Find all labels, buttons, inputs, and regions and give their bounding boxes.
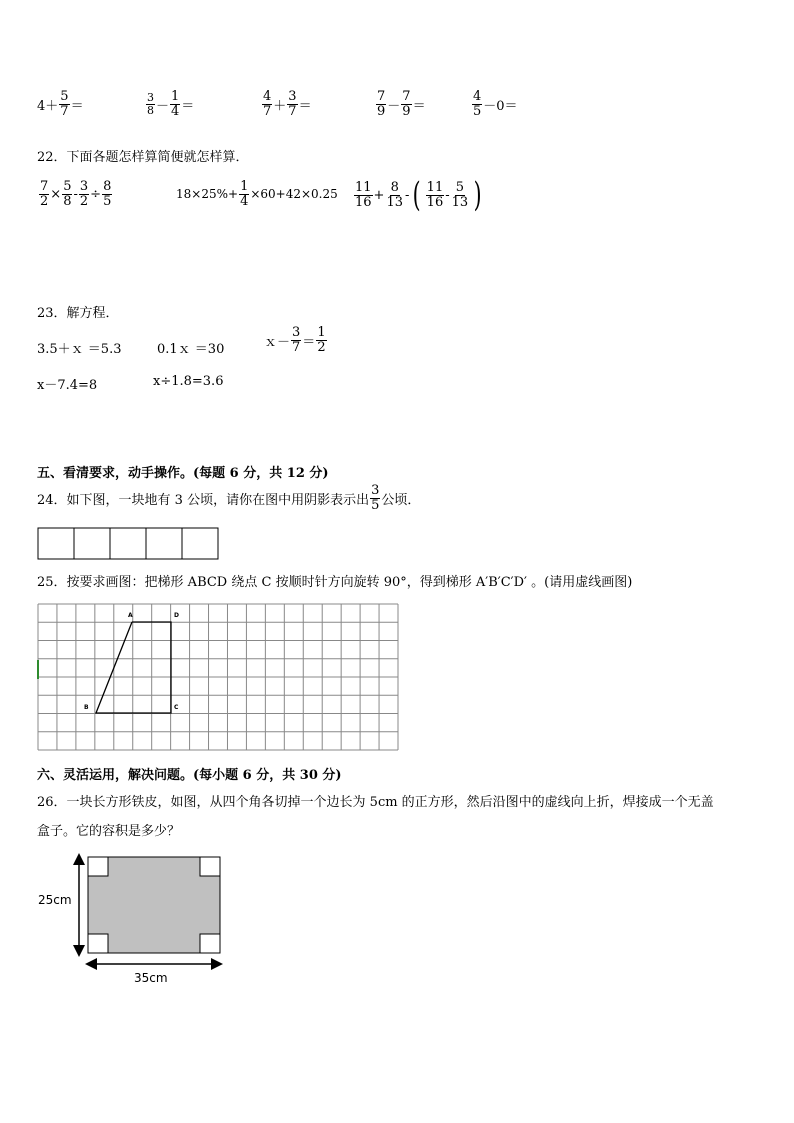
fraction: $\frac{5}{7}$ bbox=[60, 89, 69, 119]
vertex-label-b: B bbox=[84, 704, 89, 711]
grid bbox=[38, 604, 398, 750]
fraction: $\frac{4}{5}$ bbox=[473, 89, 482, 119]
tin-sheet-diagram bbox=[30, 852, 230, 992]
equation-23-4: x－7.4=8 bbox=[37, 378, 98, 393]
equation-23-1: 3.5＋ｘ ＝5.3 bbox=[37, 342, 122, 357]
expr-21-4: $\frac{7}{9}$ － $\frac{7}{9}$ ＝ bbox=[377, 89, 426, 119]
fraction: $\frac{3}{7}$ bbox=[292, 325, 301, 355]
question-26-line-2: 盒子。它的容积是多少？ bbox=[37, 824, 181, 839]
vertex-label-d: D bbox=[174, 612, 179, 619]
width-label: 35cm bbox=[134, 971, 168, 985]
cut-corner-square bbox=[88, 857, 108, 876]
fraction: $\frac{1}{4}$ bbox=[240, 179, 249, 209]
land-strip-outline bbox=[38, 528, 218, 559]
section-6-title: 六、灵活运用，解决问题。(每小题 6 分，共 30 分) bbox=[37, 768, 342, 783]
fraction: $\frac{7}{9}$ bbox=[402, 89, 411, 119]
left-parenthesis: ( bbox=[413, 175, 422, 215]
question-24: 24．如下图，一块地有 3 公顷，请你在图中用阴影表示出 $\frac{3}{5}$ 公顷． bbox=[37, 483, 421, 513]
trapezoid-abcd bbox=[96, 622, 171, 713]
cut-corner-square bbox=[200, 857, 220, 876]
expr-21-1: 4＋ $\frac{5}{7}$ ＝ bbox=[37, 89, 84, 119]
section-5-title: 五、看清要求，动手操作。(每题 6 分，共 12 分) bbox=[37, 466, 329, 481]
height-label: 25cm bbox=[38, 893, 72, 907]
equation-23-2: 0.1ｘ ＝30 bbox=[157, 342, 225, 357]
right-parenthesis: ) bbox=[473, 175, 482, 215]
vertex-label-c: C bbox=[174, 704, 179, 711]
fraction: $\frac{3}{7}$ bbox=[288, 89, 297, 119]
expr-21-2: $\frac{3}{8}$ － $\frac{1}{4}$ ＝ bbox=[147, 89, 195, 119]
fraction: $\frac{8}{5}$ bbox=[103, 179, 112, 209]
trapezoid-grid-diagram bbox=[37, 603, 401, 753]
fraction: $\frac{8}{13}$ bbox=[386, 179, 403, 210]
expr-22-c: $\frac{11}{16}$ + $\frac{8}{13}$ - ( $\frac{11}{16}$ - $\frac{5}{13}$ ) bbox=[355, 175, 482, 215]
vertex-label-a: A bbox=[128, 612, 133, 619]
equation-23-3: ｘ－ $\frac{3}{7}$ ＝ $\frac{1}{2}$ bbox=[264, 325, 326, 355]
fraction: $\frac{11}{16}$ bbox=[426, 179, 444, 210]
expr-21-5: $\frac{4}{5}$ －0＝ bbox=[473, 89, 518, 119]
fraction: $\frac{11}{16}$ bbox=[355, 179, 372, 210]
fraction: $\frac{3}{8}$ bbox=[147, 91, 154, 117]
equation-23-5: x÷1.8=3.6 bbox=[153, 374, 224, 389]
fraction: $\frac{3}{2}$ bbox=[79, 179, 89, 209]
fraction: $\frac{1}{4}$ bbox=[171, 89, 180, 119]
question-22-title: 22．下面各题怎样算简便就怎样算． bbox=[37, 150, 249, 165]
expr-22-a: $\frac{7}{2}$ × $\frac{5}{8}$ - $\frac{3}{2}$ ÷ $\frac{8}{5}$ bbox=[40, 179, 112, 209]
fraction: $\frac{7}{9}$ bbox=[377, 89, 386, 119]
cut-corner-square bbox=[200, 934, 220, 953]
cut-corner-square bbox=[88, 934, 108, 953]
question-26-line-1: 26．一块长方形铁皮，如图，从四个角各切掉一个边长为 5cm 的正方形，然后沿图中的虚线向上折，焊接成一个无盖 bbox=[37, 795, 714, 810]
fraction: $\frac{1}{2}$ bbox=[317, 325, 326, 355]
fraction: $\frac{3}{5}$ bbox=[371, 483, 380, 513]
land-strip-diagram bbox=[37, 527, 221, 561]
fraction: $\frac{7}{2}$ bbox=[40, 179, 49, 209]
expr-21-3: $\frac{4}{7}$ ＋ $\frac{3}{7}$ ＝ bbox=[263, 89, 312, 119]
question-25-title: 25．按要求画图：把梯形 ABCD 绕点 C 按顺时针方向旋转 90°，得到梯形 A′B′C′D′ 。(请用虚线画图) bbox=[37, 575, 633, 590]
expr-22-b: 18×25%+ $\frac{1}{4}$ ×60+42×0.25 bbox=[176, 179, 338, 209]
fraction: $\frac{5}{8}$ bbox=[63, 179, 72, 209]
fraction: $\frac{4}{7}$ bbox=[263, 89, 272, 119]
fraction: $\frac{5}{13}$ bbox=[451, 179, 469, 210]
question-23-title: 23．解方程． bbox=[37, 306, 119, 321]
